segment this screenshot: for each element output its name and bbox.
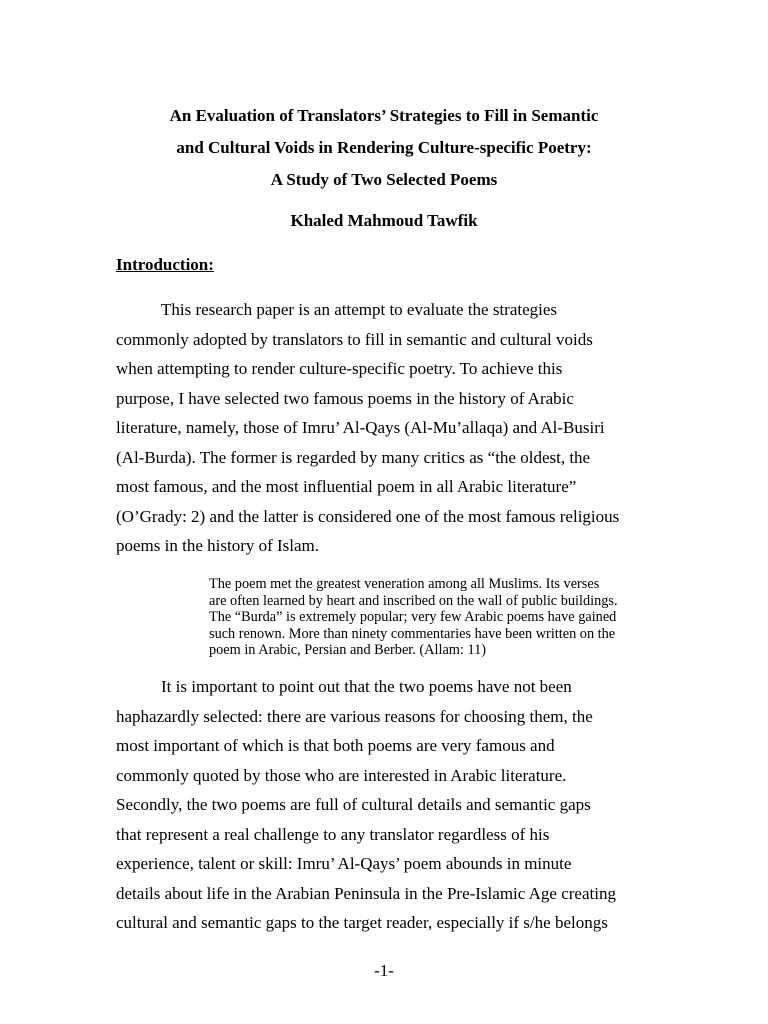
paragraph-line: purpose, I have selected two famous poems in the history of Arabic bbox=[116, 388, 574, 408]
paragraph-line: It is important to point out that the two poems have not been bbox=[161, 677, 572, 696]
author-name: Khaled Mahmoud Tawfik bbox=[290, 211, 478, 230]
paragraph-line: most famous, and the most influential poem in all Arabic literature” bbox=[116, 477, 577, 496]
paragraph-line: most important of which is that both poems are very famous and bbox=[116, 736, 555, 755]
paragraph-line: cultural and semantic gaps to the target reader, especially if s/he belongs bbox=[116, 913, 608, 932]
quote-line: The “Burda” is extremely popular; very few Arabic poems have gained bbox=[209, 609, 617, 626]
paragraph-line: details about life in the Arabian Peninsula in the Pre-Islamic Age creating bbox=[116, 883, 616, 903]
quote-line: are often learned by heart and inscribed on the wall of public buildings. bbox=[209, 592, 618, 609]
paragraph-line: (O’Grady: 2) and the latter is considered one of the most famous religious bbox=[116, 506, 620, 526]
quote-line: poem in Arabic, Persian and Berber. (Allam: 11) bbox=[209, 642, 486, 659]
page-number: -1- bbox=[374, 961, 394, 980]
section-heading: Introduction: bbox=[116, 255, 214, 274]
paragraph-line: when attempting to render culture-specific poetry. To achieve this bbox=[116, 359, 563, 378]
paragraph-line: commonly quoted by those who are interested in Arabic literature. bbox=[116, 765, 567, 785]
paragraph-line: haphazardly selected: there are various reasons for choosing them, the bbox=[116, 706, 593, 726]
paragraph-1 bbox=[116, 295, 656, 561]
paragraph-2 bbox=[116, 672, 656, 938]
title-line-3: A Study of Two Selected Poems bbox=[270, 170, 498, 189]
paragraph-line: Secondly, the two poems are full of cultural details and semantic gaps bbox=[116, 795, 591, 814]
title-line-1: An Evaluation of Translators’ Strategies to Fill in Semantic bbox=[169, 106, 599, 125]
paragraph-line: (Al-Burda). The former is regarded by many critics as “the oldest, the bbox=[116, 447, 591, 467]
paragraph-line: commonly adopted by translators to fill in semantic and cultural voids bbox=[116, 329, 593, 349]
title-line-2: and Cultural Voids in Rendering Culture-specific Poetry: bbox=[176, 138, 592, 157]
block-quote bbox=[209, 576, 618, 659]
paragraph-line: experience, talent or skill: Imru’ Al-Qays’ poem abounds in minute bbox=[116, 854, 572, 873]
paragraph-line: that represent a real challenge to any translator regardless of his bbox=[116, 824, 550, 844]
quote-line: such renown. More than ninety commentaries have been written on the bbox=[209, 625, 616, 642]
paragraph-line: literature, namely, those of Imru’ Al-Qays (Al-Mu’allaqa) and Al-Busiri bbox=[116, 418, 605, 437]
paragraph-line: poems in the history of Islam. bbox=[116, 536, 320, 555]
quote-line: The poem met the greatest veneration among all Muslims. Its verses bbox=[209, 576, 600, 592]
paragraph-line: This research paper is an attempt to evaluate the strategies bbox=[161, 300, 558, 319]
paper-title bbox=[0, 100, 768, 196]
